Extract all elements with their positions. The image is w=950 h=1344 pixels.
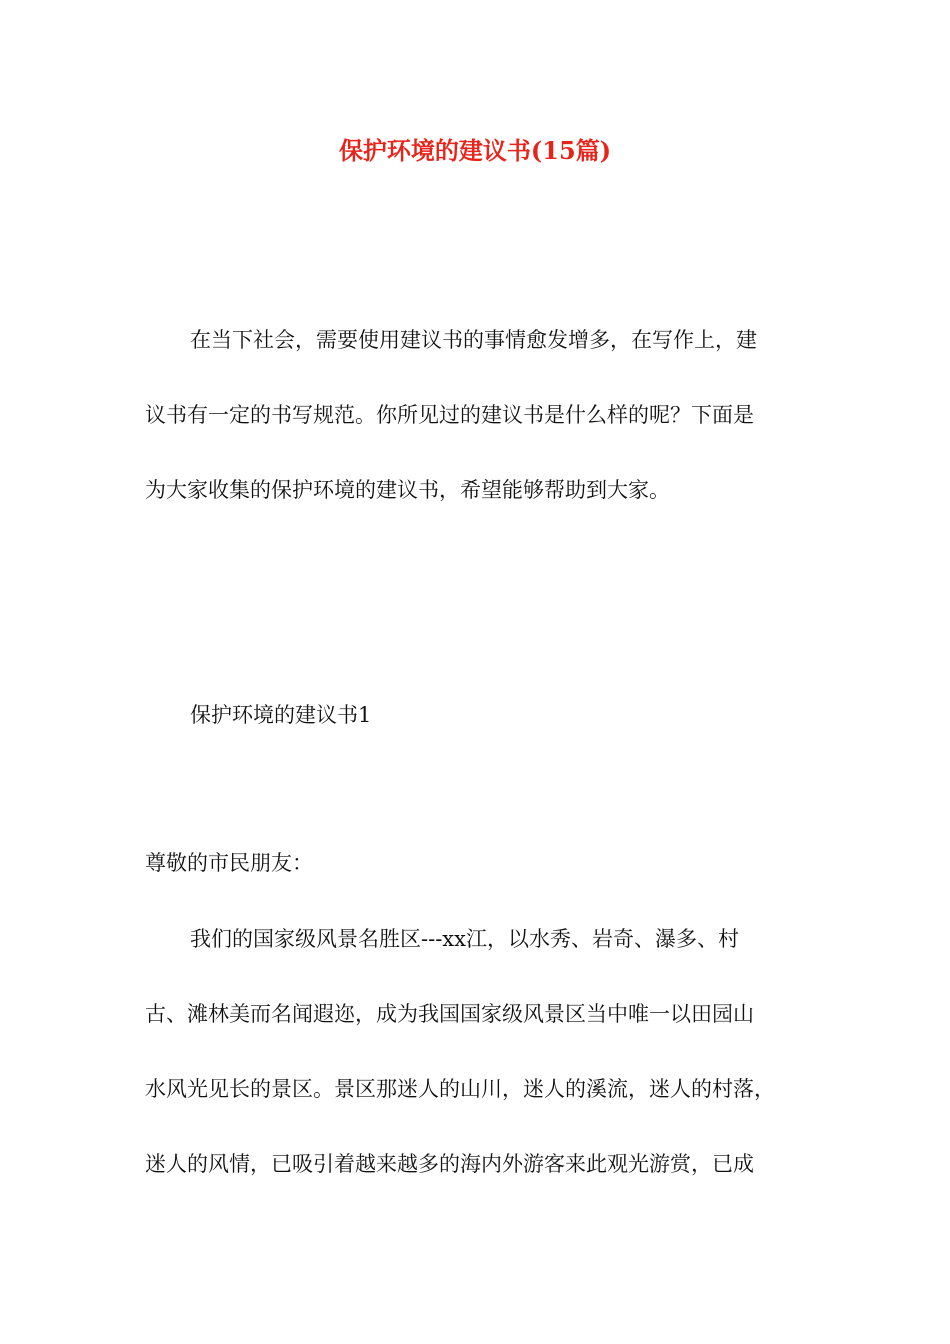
intro-line: 在当下社会，需要使用建议书的事情愈发增多，在写作上，建: [190, 328, 757, 352]
body-line: 古、滩林美而名闻遐迩，成为我国国家级风景区当中唯一以田园山: [145, 1002, 754, 1026]
intro-line: 议书有一定的书写规范。你所见过的建议书是什么样的呢？下面是: [145, 403, 754, 427]
body-line: 水风光见长的景区。景区那迷人的山川，迷人的溪流，迷人的村落，: [145, 1077, 775, 1101]
section-heading: 保护环境的建议书1: [190, 703, 372, 727]
body-line: 我们的国家级风景名胜区---xx江，以水秀、岩奇、瀑多、村: [190, 927, 739, 951]
document-title: 保护环境的建议书(15篇): [338, 136, 612, 165]
salutation: 尊敬的市民朋友：: [145, 851, 313, 875]
intro-line: 为大家收集的保护环境的建议书，希望能够帮助到大家。: [145, 478, 670, 502]
body-line: 迷人的风情，已吸引着越来越多的海内外游客来此观光游赏，已成: [145, 1152, 754, 1176]
